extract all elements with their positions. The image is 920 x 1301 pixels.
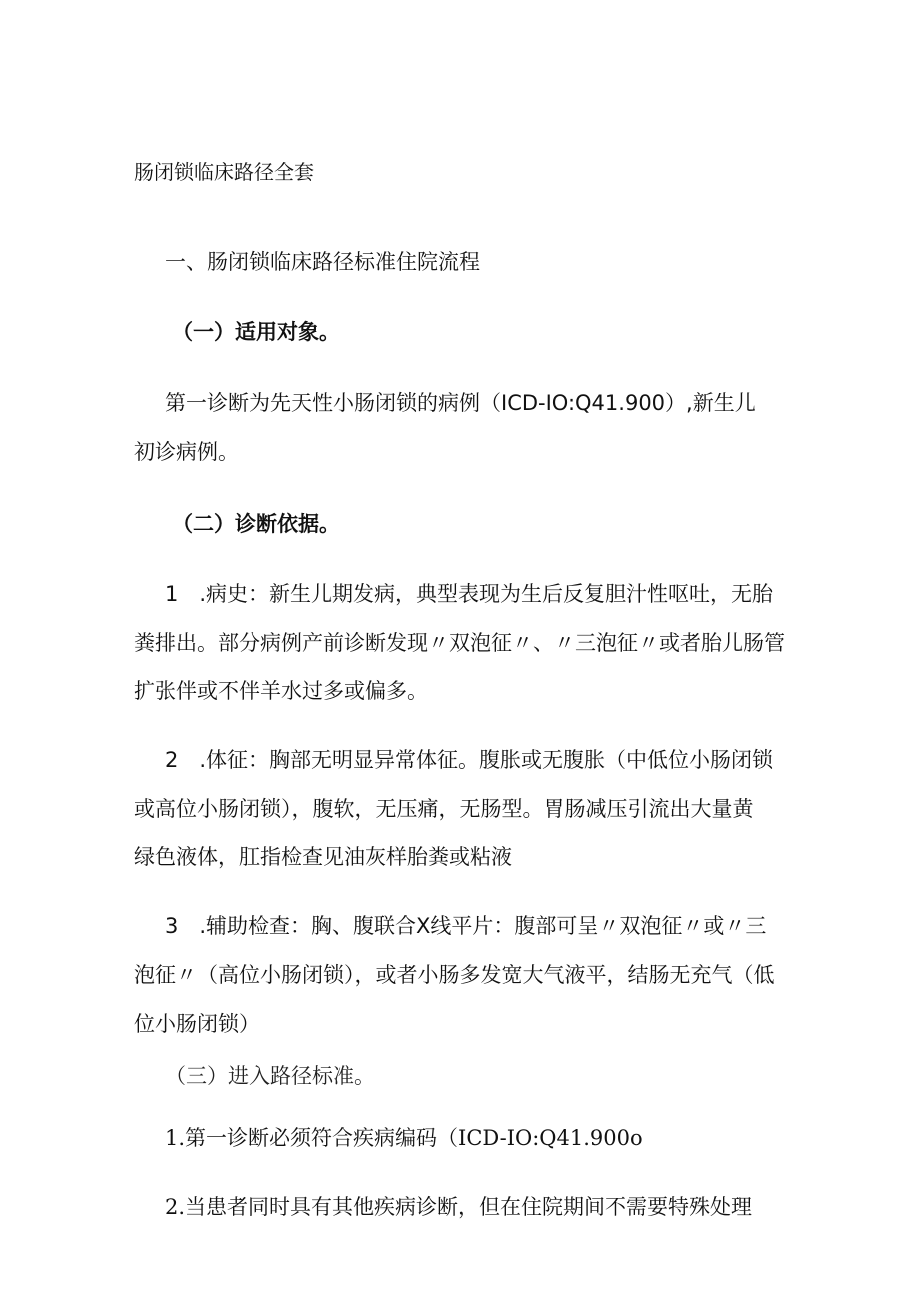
paragraph-line: 或高位小肠闭锁），腹软，无压痛，无肠型。胃肠减压引流出大量黄 [134,797,754,821]
subsection-heading-3: （三）进入路径标准。 [165,1064,375,1088]
document-title: 肠闭锁临床路径全套 [134,160,314,184]
paragraph-line: 1 .病史：新生儿期发病，典型表现为生后反复胆汁性呕吐，无胎 [165,582,774,606]
paragraph-line: 第一诊断为先天性小肠闭锁的病例（ICD-IO:Q41.900）,新生儿 [165,391,756,415]
paragraph-line: 2 .体征：胸部无明显异常体征。腹胀或无腹胀（中低位小肠闭锁 [165,748,774,772]
subsection-heading-1: （一）适用对象。 [172,320,340,344]
section-heading-1: 一、肠闭锁临床路径标准住院流程 [165,250,480,274]
paragraph-line: 2.当患者同时具有其他疾病诊断，但在住院期间不需要特殊处理 [165,1195,753,1219]
paragraph-line: 粪排出。部分病例产前诊断发现〃双泡征〃、〃三泡征〃或者胎儿肠管 [134,631,785,655]
paragraph-line: 3 .辅助检查：胸、腹联合X线平片：腹部可呈〃双泡征〃或〃三 [165,914,767,938]
paragraph-line: 初诊病例。 [134,440,239,464]
paragraph-line: 扩张伴或不伴羊水过多或偏多。 [134,679,428,703]
paragraph-line: 1.第一诊断必须符合疾病编码（ICD-IO:Q41.900o [165,1126,643,1150]
paragraph-line: 泡征〃（高位小肠闭锁），或者小肠多发宽大气液平，结肠无充气（低 [134,963,775,987]
paragraph-line: 位小肠闭锁） [134,1012,260,1036]
subsection-heading-2: （二）诊断依据。 [172,512,340,536]
paragraph-line: 绿色液体，肛指检查见油灰样胎粪或粘液 [134,845,512,869]
